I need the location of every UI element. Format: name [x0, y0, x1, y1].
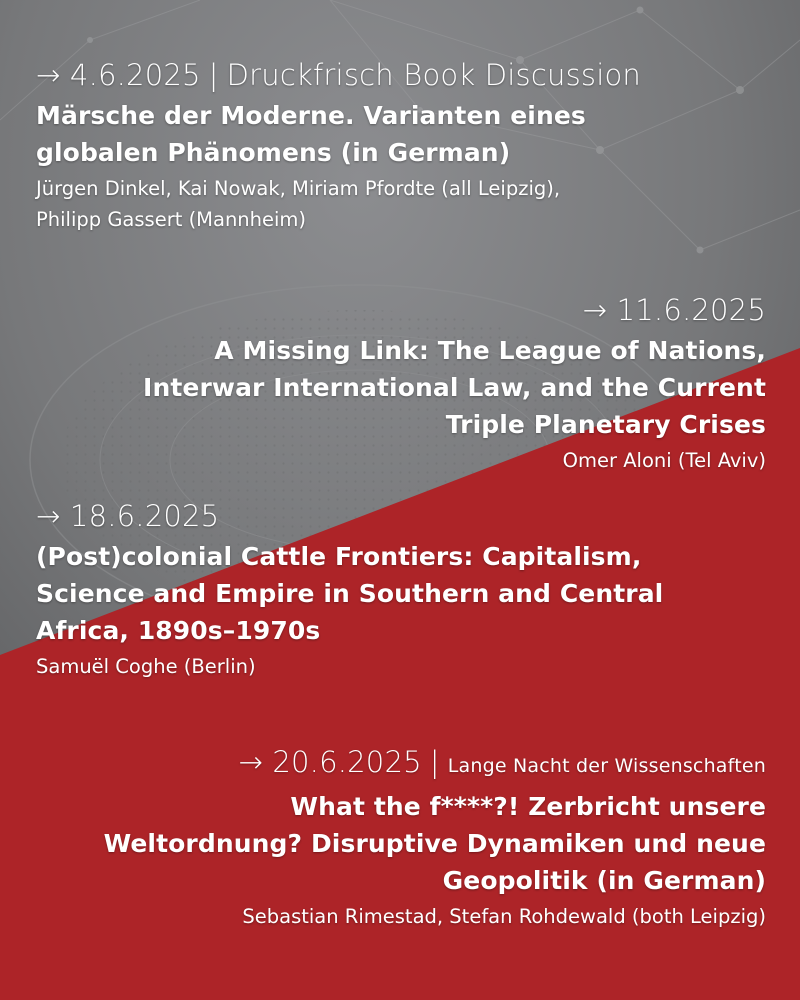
title-line: Science and Empire in Southern and Central [36, 579, 664, 608]
event-item [36, 743, 766, 932]
arrow-icon: → [36, 58, 61, 92]
speaker-line: Philipp Gassert (Mannheim) [36, 208, 307, 231]
event-title [36, 788, 766, 899]
title-line: (Post)colonial Cattle Frontiers: Capitalism, [36, 542, 642, 571]
event-item [36, 291, 766, 476]
event-header [36, 291, 766, 329]
event-item [36, 497, 766, 682]
event-title [36, 332, 766, 443]
event-date: 18.6.2025 [69, 499, 220, 533]
title-line: What the f****?! Zerbricht unsere [290, 792, 766, 821]
event-date: 20.6.2025 [272, 745, 422, 779]
title-line: Interwar International Law, and the Current [143, 373, 766, 402]
speaker-line: Sebastian Rimestad, Stefan Rohdewald (both Leipzig) [242, 905, 766, 928]
event-header [36, 497, 766, 535]
separator: | [429, 745, 440, 779]
event-title [36, 538, 766, 649]
event-header [36, 743, 766, 785]
separator: | [208, 58, 219, 92]
title-line: Weltordnung? Disruptive Dynamiken und neue [103, 829, 766, 858]
title-line: Africa, 1890s–1970s [36, 616, 321, 645]
title-line: Märsche der Moderne. Varianten eines [36, 101, 586, 130]
arrow-icon: → [238, 745, 263, 779]
event-header [36, 56, 766, 94]
event-format: Lange Nacht der Wissenschaften [447, 755, 766, 777]
title-line: Geopolitik (in German) [442, 866, 766, 895]
arrow-icon: → [36, 499, 61, 533]
event-speakers [36, 901, 766, 932]
speaker-line: Jürgen Dinkel, Kai Nowak, Miriam Pfordte (all Leipzig), [36, 177, 561, 200]
event-speakers [36, 445, 766, 476]
event-speakers [36, 173, 766, 235]
event-date: 4.6.2025 [69, 58, 201, 92]
event-format: Druckfrisch Book Discussion [226, 58, 641, 92]
speaker-line: Samuël Coghe (Berlin) [36, 655, 256, 678]
event-title [36, 97, 766, 171]
speaker-line: Omer Aloni (Tel Aviv) [562, 449, 766, 472]
title-line: Triple Planetary Crises [445, 410, 766, 439]
event-date: 11.6.2025 [616, 293, 766, 327]
event-item [36, 56, 766, 235]
title-line: globalen Phänomens (in German) [36, 138, 511, 167]
event-speakers [36, 651, 766, 682]
title-line: A Missing Link: The League of Nations, [214, 336, 766, 365]
arrow-icon: → [582, 293, 608, 327]
